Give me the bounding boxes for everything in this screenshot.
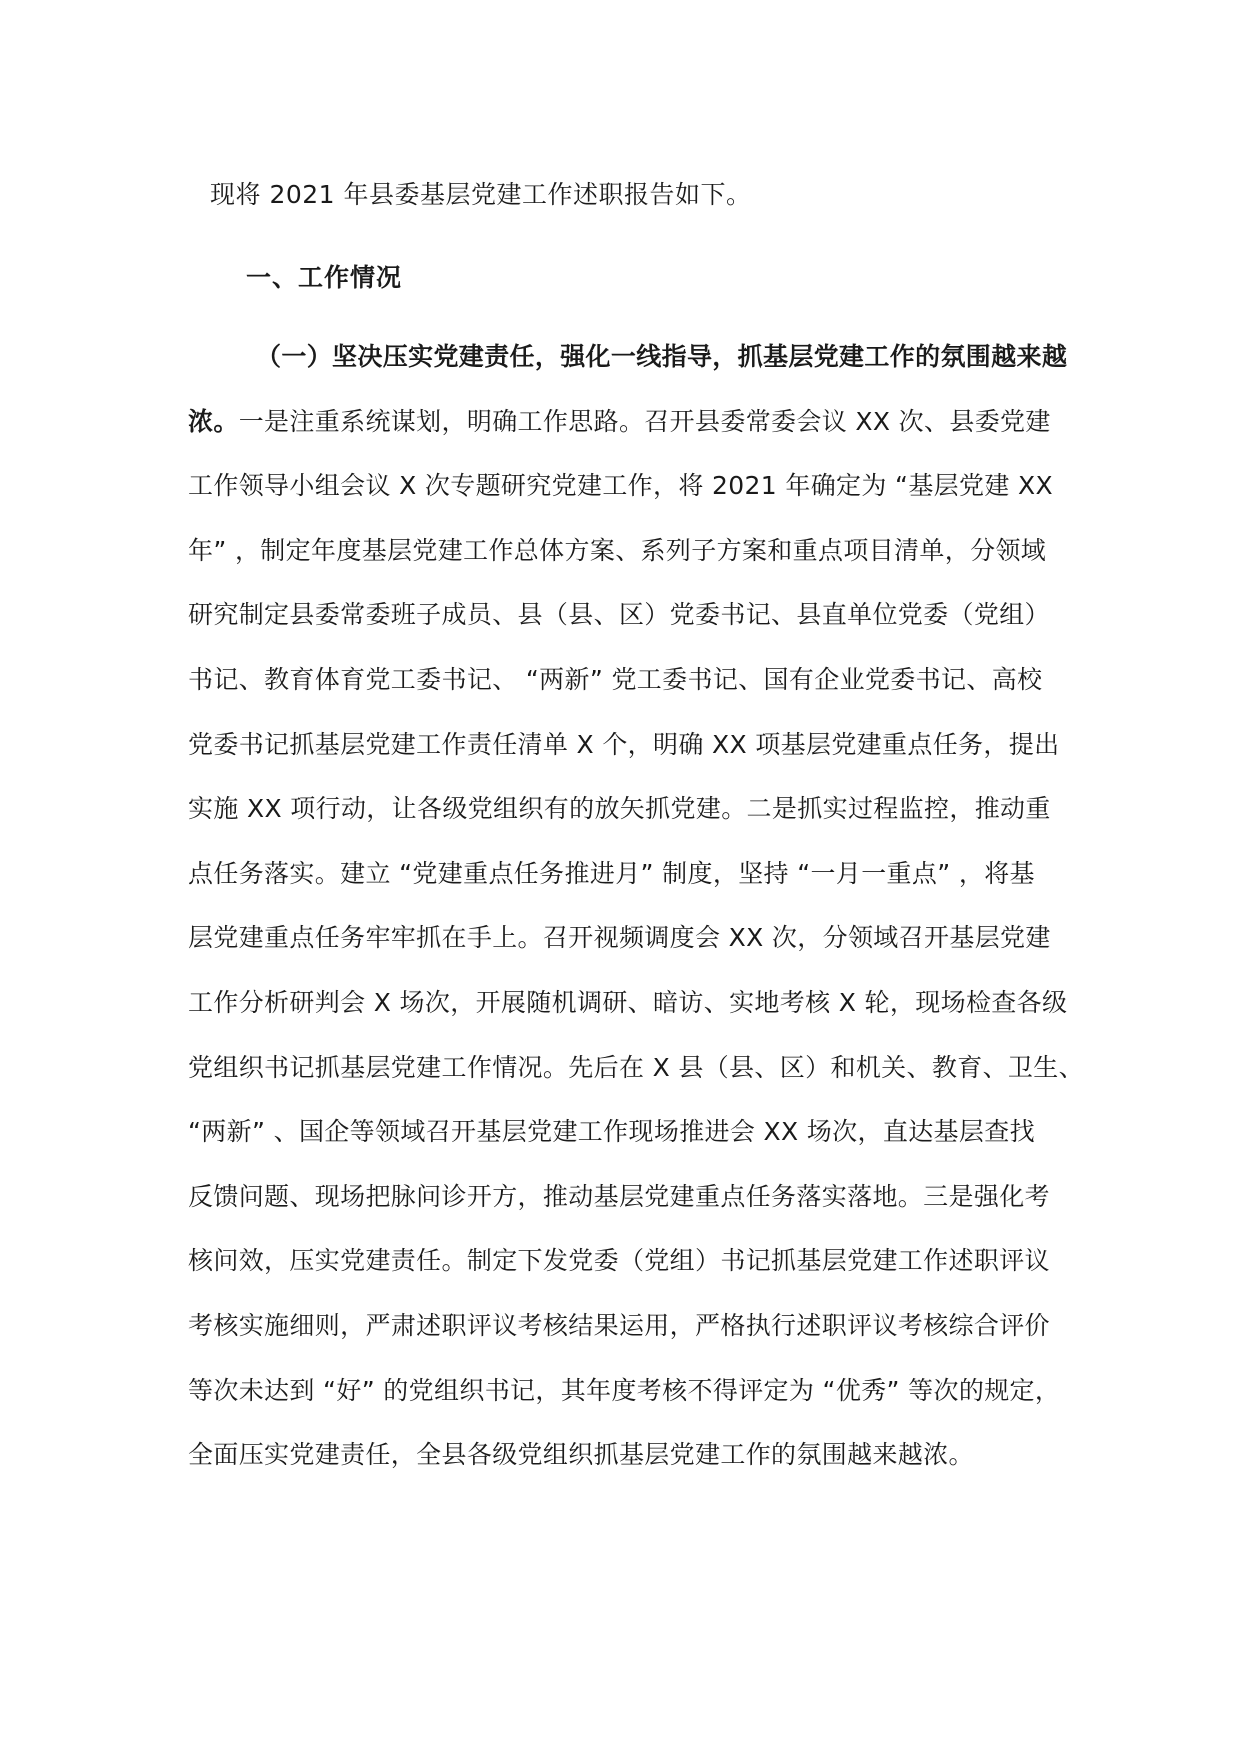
text-line: 点任务落实。建立 “党建重点任务推进月” 制度，坚持 “一月一重点” ，将基 xyxy=(188,858,1035,888)
text-line: 年” ，制定年度基层党建工作总体方案、系列子方案和重点项目清单，分领域 xyxy=(188,535,1047,565)
text-line: 研究制定县委常委班子成员、县（县、区）党委书记、县直单位党委（党组） xyxy=(188,600,1050,630)
text-line: 工作领导小组会议 X 次专题研究党建工作，将 2021 年确定为 “基层党建 XX xyxy=(188,471,1053,501)
text-line: 工作分析研判会 X 场次，开展随机调研、暗访、实地考核 X 轮，现场检查各级 xyxy=(188,987,1068,1017)
section-heading: 一、工作情况 xyxy=(246,263,403,292)
text-line: 层党建重点任务牢牢抓在手上。召开视频调度会 XX 次，分领域召开基层党建 xyxy=(188,923,1051,953)
text-line: “两新” 、国企等领域召开基层党建工作现场推进会 XX 场次，直达基层查找 xyxy=(188,1117,1035,1147)
text-line: 核问效，压实党建责任。制定下发党委（党组）书记抓基层党建工作述职评议 xyxy=(188,1246,1050,1276)
text-line: 党委书记抓基层党建工作责任清单 X 个，明确 XX 项基层党建重点任务，提出 xyxy=(188,729,1060,759)
text-line xyxy=(188,405,1068,470)
text-line: 书记、教育体育党工委书记、 “两新” 党工委书记、国有企业党委书记、高校 xyxy=(188,664,1043,694)
text-line: 考核实施细则，严肃述职评议考核结果运用，严格执行述职评议考核综合评价 xyxy=(188,1310,1050,1340)
text-line: 党组织书记抓基层党建工作情况。先后在 X 县（县、区）和机关、教育、卫生、 xyxy=(188,1052,1084,1082)
section-1-title-end: 浓。 xyxy=(188,406,239,436)
text-line: 全面压实党建责任，全县各级党组织抓基层党建工作的氛围越来越浓。 xyxy=(188,1440,974,1470)
section-1-body xyxy=(188,340,1084,1503)
text-line-content: 一是注重系统谋划，明确工作思路。召开县委常委会议 XX 次、县委党建 xyxy=(238,406,1051,436)
intro-paragraph: 现将 2021 年县委基层党建工作述职报告如下。 xyxy=(210,180,752,209)
text-line: 等次未达到 “好” 的党组织书记，其年度考核不得评定为 “优秀” 等次的规定， xyxy=(188,1375,1061,1405)
section-1-title: （一）坚决压实党建责任，强化一线指导，抓基层党建工作的氛围越来越 xyxy=(256,342,1068,371)
text-line: 实施 XX 项行动，让各级党组织有的放矢抓党建。二是抓实过程监控，推动重 xyxy=(188,794,1051,824)
text-line: 反馈问题、现场把脉问诊开方，推动基层党建重点任务落实落地。三是强化考 xyxy=(188,1181,1050,1211)
